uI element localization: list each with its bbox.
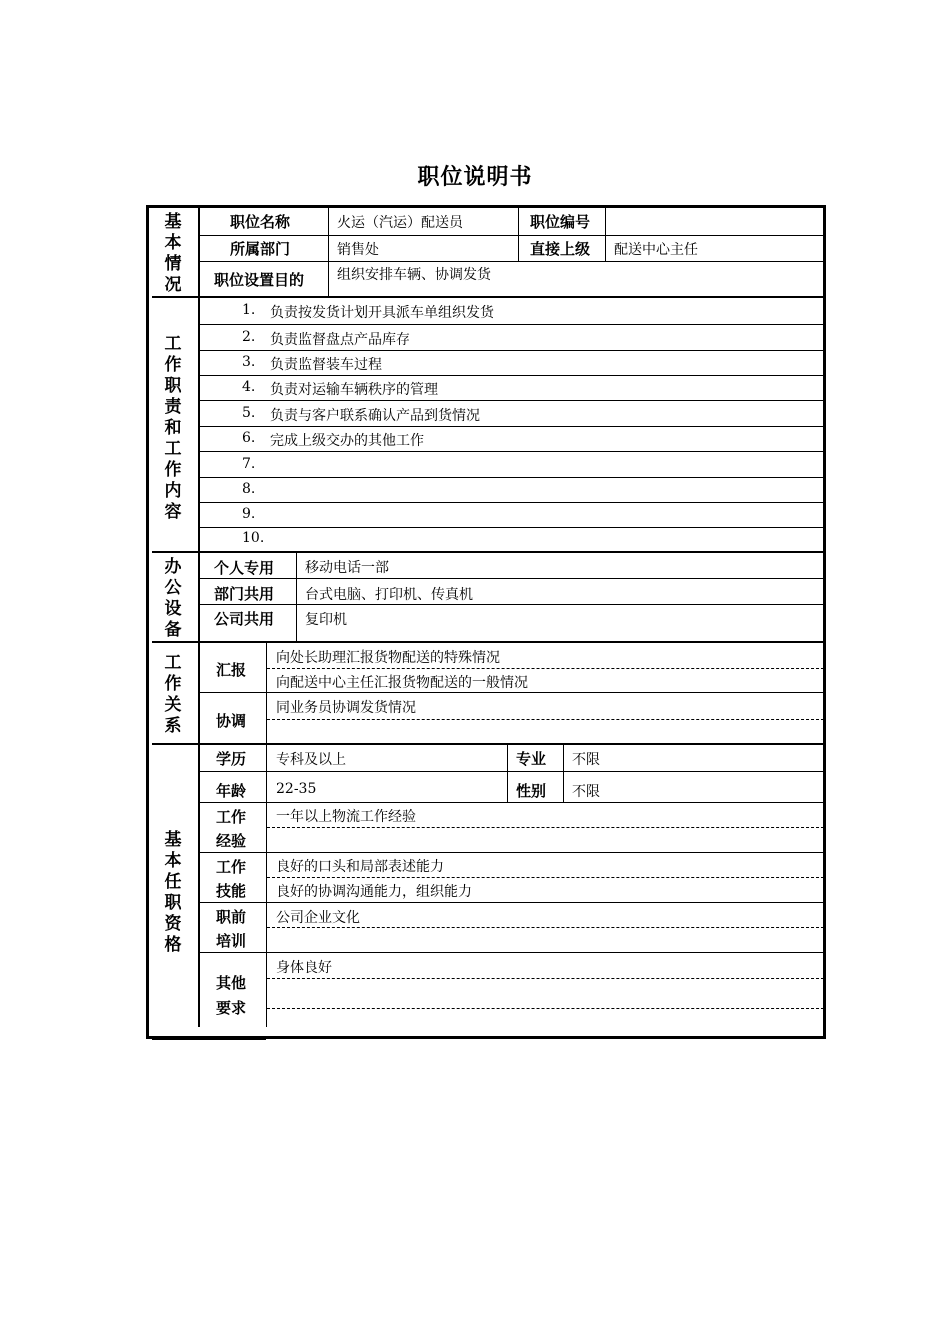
row-divider [199,692,824,693]
position-code-label: 职位编号 [530,213,591,231]
row-divider [199,477,824,478]
col-divider [328,208,329,296]
coordinate-line-1: 同业务员协调发货情况 [276,700,416,716]
equipment-value: 台式电脑、打印机、传真机 [305,587,473,603]
position-name-value: 火运（汽运）配送员 [337,215,463,231]
section-divider [152,296,824,298]
skills-value-2: 良好的协调沟通能力，组织能力 [276,884,472,900]
equipment-value: 移动电话一部 [305,560,389,576]
duty-number: 3. [242,354,256,370]
duty-text: 负责监督盘点产品库存 [270,332,410,348]
dashed-line [267,978,824,979]
col-divider [296,553,297,641]
section-qualifications: 基本任职资格 [164,830,182,955]
report-line-2: 向配送中心主任汇报货物配送的一般情况 [276,675,528,691]
row-divider [199,527,824,528]
skills-label: 工作 [216,858,247,876]
duty-number: 10. [242,530,265,546]
duty-number: 6. [242,430,256,446]
dashed-line [267,1008,824,1009]
age-value: 22-35 [276,781,317,797]
equipment-value: 复印机 [305,612,347,628]
dashed-line [267,827,824,828]
section-divider [152,743,824,745]
major-value: 不限 [572,752,600,768]
row-divider [199,502,824,503]
training-label: 培训 [216,932,247,950]
section-column-divider [198,207,200,1027]
duty-number: 5. [242,405,256,421]
duty-text: 负责对运输车辆秩序的管理 [270,382,438,398]
section-basic-info: 基本情况 [164,212,182,295]
row-divider [199,852,824,853]
section-equipment: 办公设备 [164,557,182,640]
col-divider [518,208,519,261]
row-divider [199,604,824,605]
report-label: 汇报 [216,661,247,679]
report-line-1: 向处长助理汇报货物配送的特殊情况 [276,650,500,666]
col-divider [266,643,267,1027]
row-divider [199,451,824,452]
gender-value: 不限 [572,784,600,800]
education-label: 学历 [216,750,247,768]
duty-number: 1. [242,302,256,318]
purpose-value: 组织安排车辆、协调发货 [337,267,491,283]
equipment-label: 个人专用 [214,559,275,577]
coordinate-label: 协调 [216,712,247,730]
duty-text: 完成上级交办的其他工作 [270,433,424,449]
superior-value: 配送中心主任 [614,242,698,258]
dashed-line [267,668,824,669]
purpose-label: 职位设置目的 [214,271,305,289]
duty-number: 4. [242,379,256,395]
section-divider [152,551,824,553]
row-divider [199,375,824,376]
other-requirements-label: 其他 [216,974,247,992]
duty-number: 9. [242,506,256,522]
page-title: 职位说明书 [417,165,533,190]
row-divider [199,578,824,579]
dashed-line [267,877,824,878]
position-name-label: 职位名称 [230,213,291,231]
major-label: 专业 [516,750,547,768]
col-divider [605,208,606,261]
section-relations: 工作关系 [164,653,182,736]
col-divider [563,745,564,802]
equipment-label: 部门共用 [214,585,275,603]
education-value: 专科及以上 [276,752,346,768]
section-column-footer-line [152,1038,266,1040]
gender-label: 性别 [516,782,547,800]
duty-text: 负责与客户联系确认产品到货情况 [270,408,480,424]
row-divider [199,771,824,772]
col-divider [507,745,508,802]
duty-number: 2. [242,329,256,345]
row-divider [199,324,824,325]
training-label: 职前 [216,908,247,926]
equipment-label: 公司共用 [214,610,275,628]
other-requirements-label: 要求 [216,999,247,1017]
experience-value: 一年以上物流工作经验 [276,809,416,825]
section-divider [152,641,824,643]
row-divider [199,235,824,236]
experience-label: 工作 [216,808,247,826]
duty-number: 7. [242,456,256,472]
dashed-line [267,927,824,928]
skills-label: 技能 [216,882,247,900]
row-divider [199,952,824,953]
training-value: 公司企业文化 [276,910,360,926]
dashed-line [267,719,824,720]
experience-label: 经验 [216,832,247,850]
row-divider [199,902,824,903]
age-label: 年龄 [216,782,247,800]
superior-label: 直接上级 [530,240,591,258]
other-requirements-value: 身体良好 [276,960,332,976]
duty-text: 负责按发货计划开具派车单组织发货 [270,305,494,321]
row-divider [199,426,824,427]
row-divider [199,802,824,803]
row-divider [199,350,824,351]
duty-number: 8. [242,481,256,497]
department-value: 销售处 [337,242,379,258]
skills-value-1: 良好的口头和局部表述能力 [276,859,444,875]
row-divider [199,400,824,401]
section-duties: 工作职责和工作内容 [164,334,182,522]
row-divider [199,261,824,262]
department-label: 所属部门 [230,240,291,258]
duty-text: 负责监督装车过程 [270,357,382,373]
